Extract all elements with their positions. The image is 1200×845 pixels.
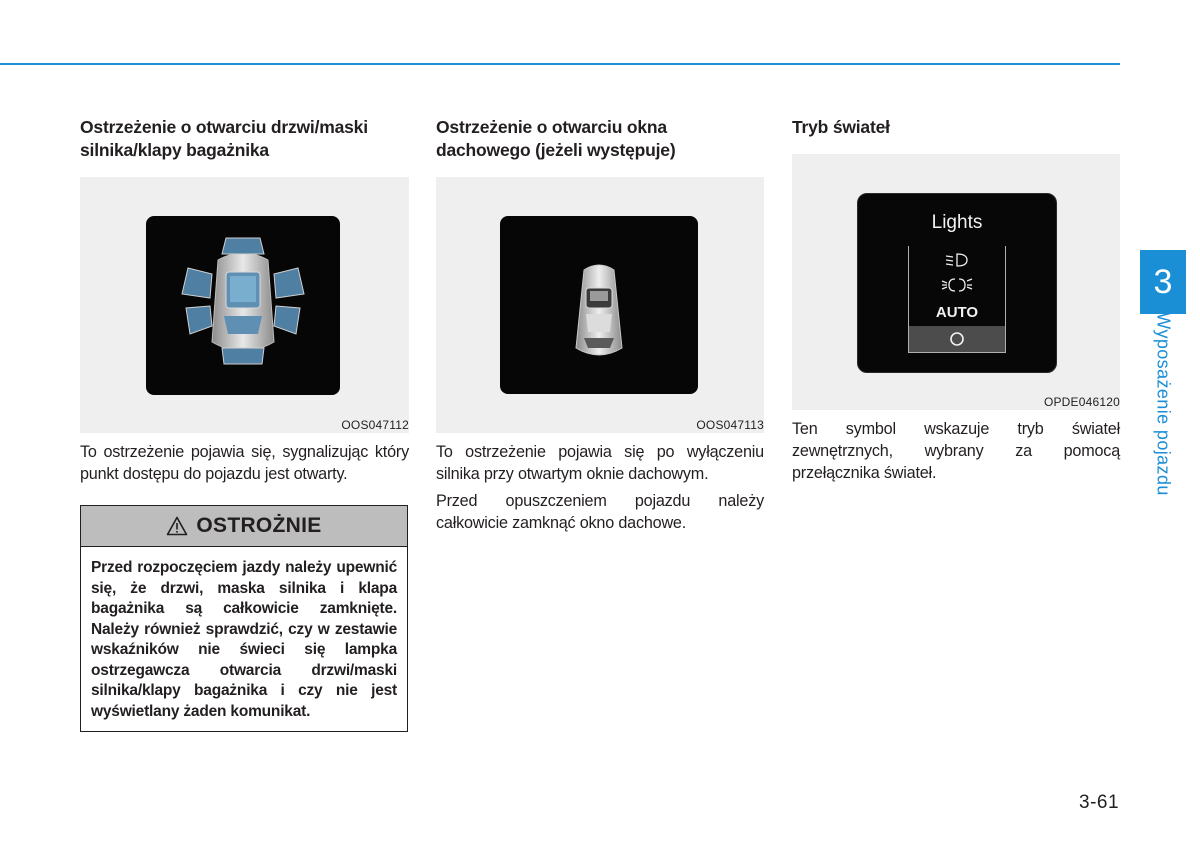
top-rule <box>0 63 1120 65</box>
caution-text: Przed rozpoczęciem jazdy należy upewnić się, że drzwi, maska silnika i klapa bagażnika są całkowicie zamknięte. Należy również sprawdzić, czy w zestawie wskaźników nie świeci się lampka ostrzegawcza otwarcia drzwi/maski silnika/klapy bagażnika i czy nie jest wyświetlany żaden komunikat. <box>91 559 397 720</box>
caution-header <box>81 506 407 547</box>
figure-code: OOS047113 <box>696 418 764 432</box>
chapter-label: Wyposażenie pojazdu <box>1153 312 1174 496</box>
sunroof-warning-heading: Ostrzeżenie o otwarciu okna dachowego (jeżeli występuje) <box>436 117 676 160</box>
lights-title: Lights <box>931 212 983 233</box>
off-circle-icon <box>949 331 965 347</box>
lights-off-selected <box>909 326 1005 352</box>
car-sunroof-icon <box>500 216 698 394</box>
car-doors-open-icon <box>146 216 340 395</box>
warning-triangle-icon <box>166 516 188 536</box>
lights-menu-display <box>857 193 1057 373</box>
lights-options <box>908 246 1006 353</box>
caution-box <box>80 505 408 732</box>
sunroof-warning-text-2: Przed opuszczeniem pojazdu należy całkowicie zamknąć okno dachowe. <box>436 492 764 532</box>
sunroof-warning-figure <box>436 177 764 433</box>
cluster-display <box>500 216 698 394</box>
light-mode-heading: Tryb świateł <box>792 117 890 137</box>
figure-code: OPDE046120 <box>1043 395 1120 409</box>
door-warning-heading: Ostrzeżenie o otwarciu drzwi/maski silnika/klapy bagażnika <box>80 117 368 160</box>
light-mode-text: Ten symbol wskazuje tryb świateł zewnętrznych, wybrany za pomocą przełącznika świateł. <box>792 420 1120 482</box>
column-light-mode <box>792 116 1120 482</box>
sunroof-warning-text-1: To ostrzeżenie pojawia się po wyłączeniu silnika przy otwartym oknie dachowym. <box>436 443 764 483</box>
lights-auto: AUTO <box>935 304 979 321</box>
door-warning-figure <box>80 177 409 433</box>
low-beam-icon <box>942 252 972 268</box>
caution-title: OSTROŻNIE <box>196 514 322 537</box>
light-mode-figure <box>792 154 1120 410</box>
page-number: 3-61 <box>1079 792 1120 813</box>
column-sunroof-warning <box>436 116 764 532</box>
parking-lights-icon <box>940 277 974 293</box>
column-door-warning <box>80 116 409 720</box>
chapter-tab: 3 <box>1140 250 1186 314</box>
cluster-display <box>146 216 340 395</box>
figure-code: OOS047112 <box>341 418 409 432</box>
door-warning-text: To ostrzeżenie pojawia się, sygnalizując który punkt dostępu do pojazdu jest otwarty. <box>80 443 409 483</box>
